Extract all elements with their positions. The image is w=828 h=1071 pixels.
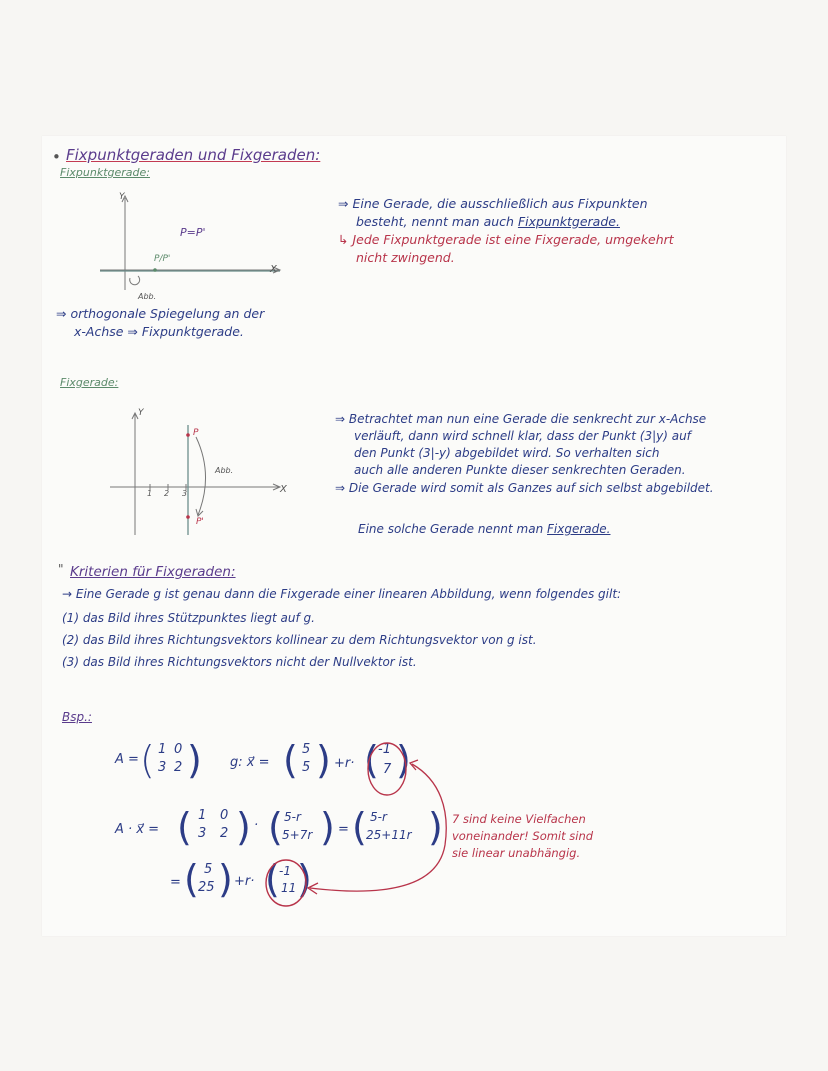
res-support-lparen: ( [184,857,199,901]
g-dir-lparen: ( [364,738,379,782]
criteria-line4: (3) das Bild ihres Richtungsvektors nicht der Nullvektor ist. [62,655,417,669]
mat2-21: 3 [198,826,207,841]
vec-res-1: 5-r [370,810,387,824]
g-support-rparen: ) [316,738,331,782]
fixpunktgerade-subtitle: Fixpunktgerade: [60,166,150,179]
matrix-a-lparen: ( [140,738,155,782]
fixgerade-graph [100,405,340,545]
vec-mid-rparen: ) [320,805,335,849]
graph2-y-label: Y [138,408,144,418]
fixpunkt-def-line1: ⇒ Eine Gerade, die ausschließlich aus Fixpunkten [338,196,648,211]
matrix-a-12: 0 [174,742,183,757]
res-dir-1: -1 [279,864,291,878]
section-title: Fixpunktgeraden und Fixgeraden: [66,146,321,164]
res-dir-rparen: ) [297,857,312,901]
conclusion-line2: x-Achse ⇒ Fixpunktgerade. [74,324,244,339]
fixpunkt-remark-line1: ↳ Jede Fixpunktgerade ist eine Fixgerade, umgekehrt [338,232,674,247]
mat2-22: 2 [220,826,229,841]
g-dir-rparen: ) [396,738,411,782]
graph2-abb-label: Abb. [215,466,234,475]
g-dir-1: -1 [378,742,391,757]
graph2-tick-3: 3 [182,489,188,498]
res-plus-r: +r· [234,874,255,889]
fixgerade-text-line1: ⇒ Betrachtet man nun eine Gerade die senkrecht zur x-Achse [335,412,707,426]
equals-1: = [338,822,349,837]
note-line2: voneinander! Somit sind [452,829,594,843]
g-plus-r: +r· [334,756,355,771]
g-support-2: 5 [302,760,311,775]
example-label: Bsp.: [62,710,92,724]
fixpunkt-def-line2: besteht, nennt man auch Fixpunktgerade. [356,214,620,229]
matrix-a-22: 2 [174,760,183,775]
graph2-x-label: X [280,484,287,495]
matrix-a-rparen: ) [187,738,202,782]
note-line3: sie linear unabhängig. [452,846,581,860]
fixgerade-text-line4: auch alle anderen Punkte dieser senkrechten Geraden. [354,463,686,477]
res-dir-2: 11 [281,881,297,895]
res-support-rparen: ) [218,857,233,901]
vec-res-2: 25+11r [366,828,412,842]
mat2-11: 1 [198,808,207,823]
fixgerade-text-line3: den Punkt (3|-y) abgebildet wird. So verhalten sich [354,446,660,460]
graph1-p-eq-label: P=P' [180,226,206,239]
criteria-bullet: " [58,562,64,576]
vec-res-lparen: ( [352,805,367,849]
graph2-p-label: P [193,428,199,438]
fixpunkt-remark-line2: nicht zwingend. [356,250,455,265]
vec-mid-1: 5-r [284,810,301,824]
mat2-12: 0 [220,808,229,823]
ax-label: A · x⃗ = [115,822,160,837]
graph1-abb-label: Abb. [138,292,157,301]
vec-mid-2: 5+7r [282,828,313,842]
line-g-label: g: x⃗ = [230,755,270,770]
criteria-line2: (1) das Bild ihres Stützpunktes liegt auf g. [62,611,315,625]
graph1-x-label: X [270,264,277,275]
fixpunktgerade-graph [70,190,290,300]
graph1-p-label: P/P' [154,254,171,264]
g-dir-2: 7 [383,762,392,777]
vec-res-rparen: ) [428,805,443,849]
res-support-2: 25 [198,880,215,895]
fixgerade-text-line2: verläuft, dann wird schnell klar, dass der Punkt (3|y) auf [354,429,691,443]
conclusion-line1: ⇒ orthogonale Spiegelung an der [56,306,265,321]
fixgerade-text-line6: Eine solche Gerade nennt man Fixgerade. [358,522,611,536]
res-support-1: 5 [204,862,213,877]
graph1-y-label: Y [119,192,125,202]
bullet-dot: • [52,148,61,166]
graph2-tick-2: 2 [164,489,170,498]
graph2-p-prime-label: P' [196,517,204,527]
equals-2: = [170,875,181,890]
criteria-line1: → Eine Gerade g ist genau dann die Fixgerade einer linearen Abbildung, wenn folgendes gilt: [62,587,622,601]
matrix-a-21: 3 [158,760,167,775]
note-line1: 7 sind keine Vielfachen [452,812,586,826]
criteria-title: Kriterien für Fixgeraden: [70,564,236,580]
res-dir-lparen: ( [265,857,280,901]
criteria-line3: (2) das Bild ihres Richtungsvektors kollinear zu dem Richtungsvektor von g ist. [62,633,537,647]
mat2-rparen: ) [236,805,251,849]
matrix-a-label: A = [115,752,139,767]
vec-mid-lparen: ( [268,805,283,849]
matrix-a-11: 1 [158,742,167,757]
mat2-lparen: ( [177,805,192,849]
fixgerade-text-line5: ⇒ Die Gerade wird somit als Ganzes auf sich selbst abgebildet. [335,481,714,495]
mult-dot: · [254,818,259,833]
fixgerade-subtitle: Fixgerade: [60,376,119,389]
g-support-1: 5 [302,742,311,757]
g-support-lparen: ( [283,738,298,782]
graph2-tick-1: 1 [147,489,153,498]
